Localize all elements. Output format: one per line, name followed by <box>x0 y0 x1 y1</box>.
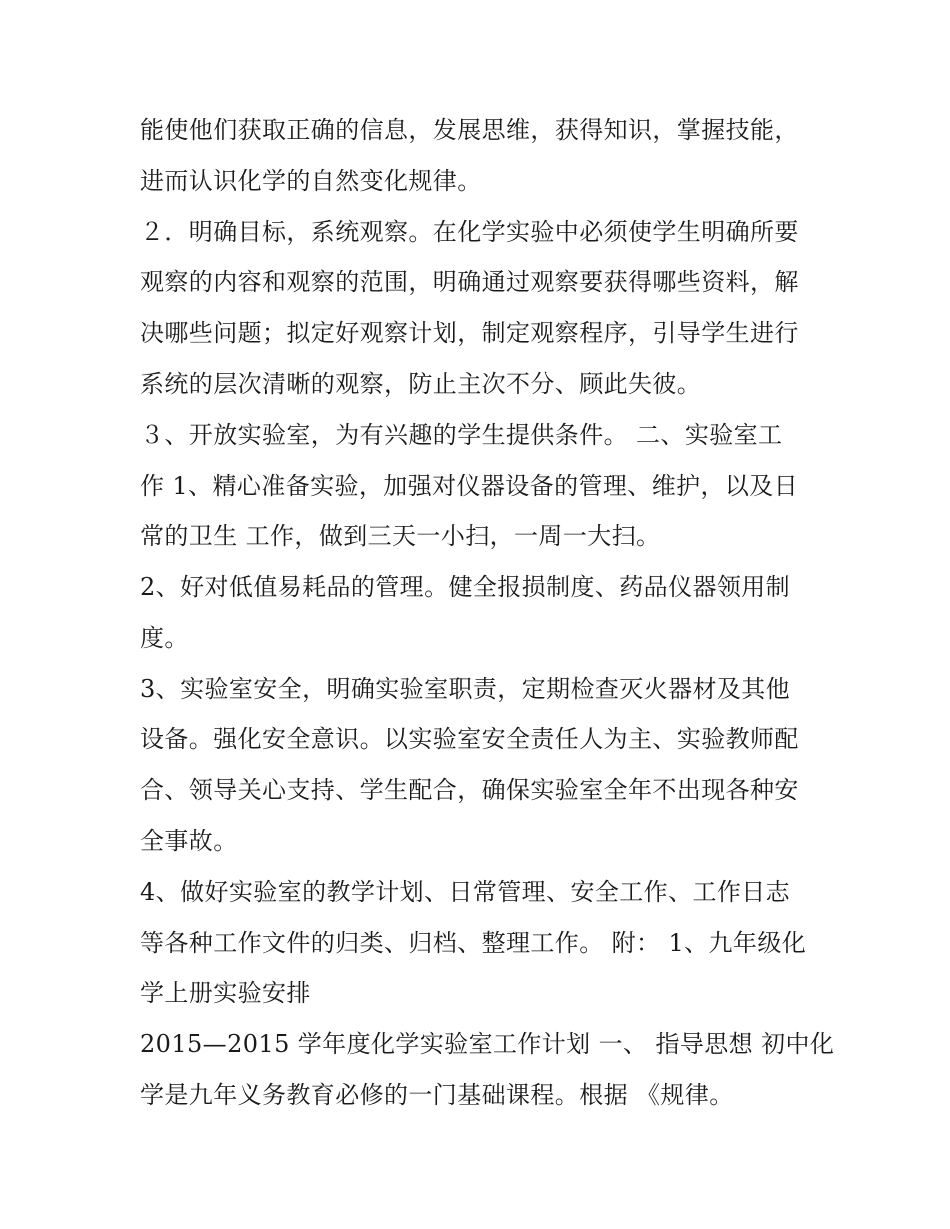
text-line-5: 决哪些问题；拟定好观察计划，制定观察程序，引导学生进行 <box>140 319 799 347</box>
text-line-15: 全事故。 <box>140 827 238 855</box>
text-line-11: 度。 <box>140 624 189 652</box>
text-line-14: 合、领导关心支持、学生配合，确保实验室全年不出现各种安 <box>140 776 799 804</box>
text-line-7: ３、开放实验室，为有兴趣的学生提供条件。 二、实验室工 <box>140 421 783 449</box>
text-line-8: 作 1、精心准备实验，加强对仪器设备的管理、维护，以及日 <box>140 472 799 500</box>
text-line-3: ２．明确目标，系统观察。在化学实验中必须使学生明确所要 <box>140 218 799 246</box>
text-line-13: 设备。强化安全意识。以实验室安全责任人为主、实验教师配 <box>140 725 799 753</box>
text-line-10: 2、好对低值易耗品的管理。健全报损制度、药品仪器领用制 <box>140 573 791 601</box>
text-line-12: 3、实验室安全，明确实验室职责，定期检查灭火器材及其他 <box>140 675 791 703</box>
text-line-18: 学上册实验安排 <box>140 979 311 1007</box>
text-line-1: 能使他们获取正确的信息，发展思维，获得知识，掌握技能， <box>140 116 799 144</box>
text-line-9: 常的卫生 工作，做到三天一小扫，一周一大扫。 <box>140 522 661 550</box>
text-line-19: 2015—2015 学年度化学实验室工作计划 一、 指导思想 初中化 <box>140 1030 835 1058</box>
text-line-2: 进而认识化学的自然变化规律。 <box>140 167 482 195</box>
text-line-4: 观察的内容和观察的范围，明确通过观察要获得哪些资料，解 <box>140 268 799 296</box>
text-line-17: 等各种工作文件的归类、归档、整理工作。 附： 1、九年级化 <box>140 929 807 957</box>
text-line-16: 4、做好实验室的教学计划、日常管理、安全工作、工作日志 <box>140 878 791 906</box>
text-line-20: 学是九年义务教育必修的一门基础课程。根据 《规律。 <box>140 1081 734 1109</box>
text-line-6: 系统的层次清晰的观察，防止主次不分、顾此失彼。 <box>140 370 702 398</box>
